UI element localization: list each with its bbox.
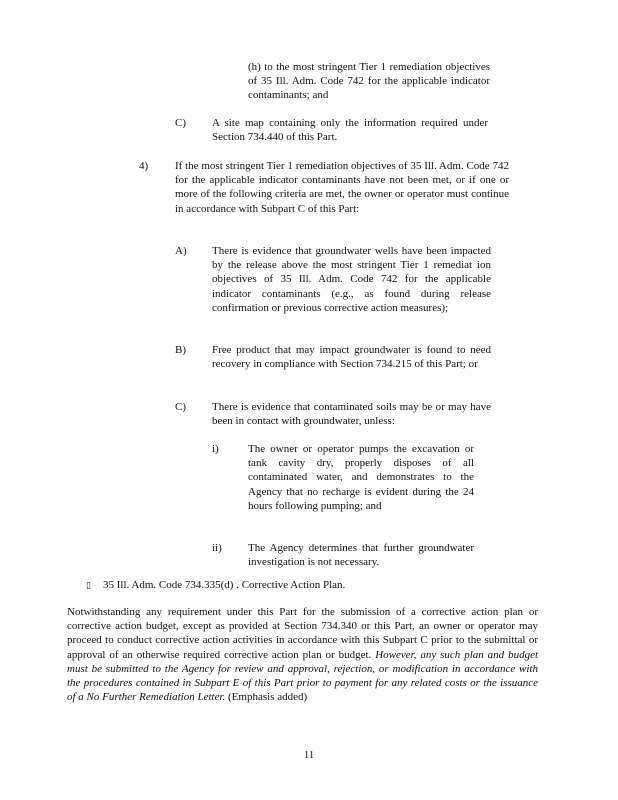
item-h-text: (h) to the most stringent Tier 1 remediation objectives of 35 Ill. Adm. Code 742 for the applicable indicator contaminants; and	[248, 61, 490, 102]
item-4-text: If the most stringent Tier 1 remediation objectives of 35 Ill. Adm. Code 742 for the applicable indicator contaminants have not been met, or if one or more of the following criteria are met, the owner or operator must continue in accordance with Subpart C of this Part:	[175, 160, 509, 215]
paragraph-plain-text: Notwithstanding any requirement under this Part for the submission of a corrective action plan or corrective action budget, except as provided at Section 734.340 or this Part, an owner or operator may proceed to conduct corrective action activities in accordance with this Subpart C prior to the submittal or approval of an otherwise required corrective action plan or budget.	[67, 606, 538, 661]
item-c-label: C)	[175, 117, 186, 129]
item-4b-label: B)	[175, 344, 186, 356]
item-4c-text: There is evidence that contaminated soils may be or may have been in contact with groundwater, unless:	[212, 401, 491, 428]
page-number: 11	[303, 749, 315, 761]
bullet-icon: ▯	[86, 581, 91, 591]
item-4c-ii-text: The Agency determines that further groundwater investigation is not necessary.	[248, 542, 474, 569]
paragraph-emphasis-note: (Emphasis added)	[228, 691, 308, 704]
item-4c-ii-label: ii)	[212, 542, 222, 554]
paragraph-emphasis-text: However, any such plan and budget must be submitted to the Agency for review and approval, rejection, or modification in accordance with the procedures contained in Subpart E of this Part prior to payment for any related costs or the issuance of a No Further Remediation Letter.	[67, 648, 539, 704]
item-4-label: 4)	[139, 160, 149, 172]
item-4c-label: C)	[175, 401, 186, 413]
item-4c-i-label: i)	[212, 443, 219, 455]
item-c-text: A site map containing only the information required under Section 734.440 of this Part.	[212, 117, 488, 144]
item-4c-i-text: The owner or operator pumps the excavation or tank cavity dry, properly disposes of all contaminated water, and demonstrates to the Agency that no recharge is evident during the 24 hours following pumping; and	[248, 443, 474, 512]
item-4a-label: A)	[175, 245, 187, 257]
item-4a-text: There is evidence that groundwater wells have been impacted by the release above the most stringent Tier 1 remediat ion objectives of 35 Ill. Adm. Code 742 for the applicable indicator contaminants (e.g., as found during release confirmation or previous corrective action measures);	[212, 245, 491, 314]
body-paragraph	[67, 605, 538, 704]
section-heading: 35 Ill. Adm. Code 734.335(d) . Corrective Action Plan.	[103, 579, 346, 591]
item-4b-text: Free product that may impact groundwater is found to need recovery in compliance with Section 734.215 of this Part; or	[212, 344, 491, 371]
